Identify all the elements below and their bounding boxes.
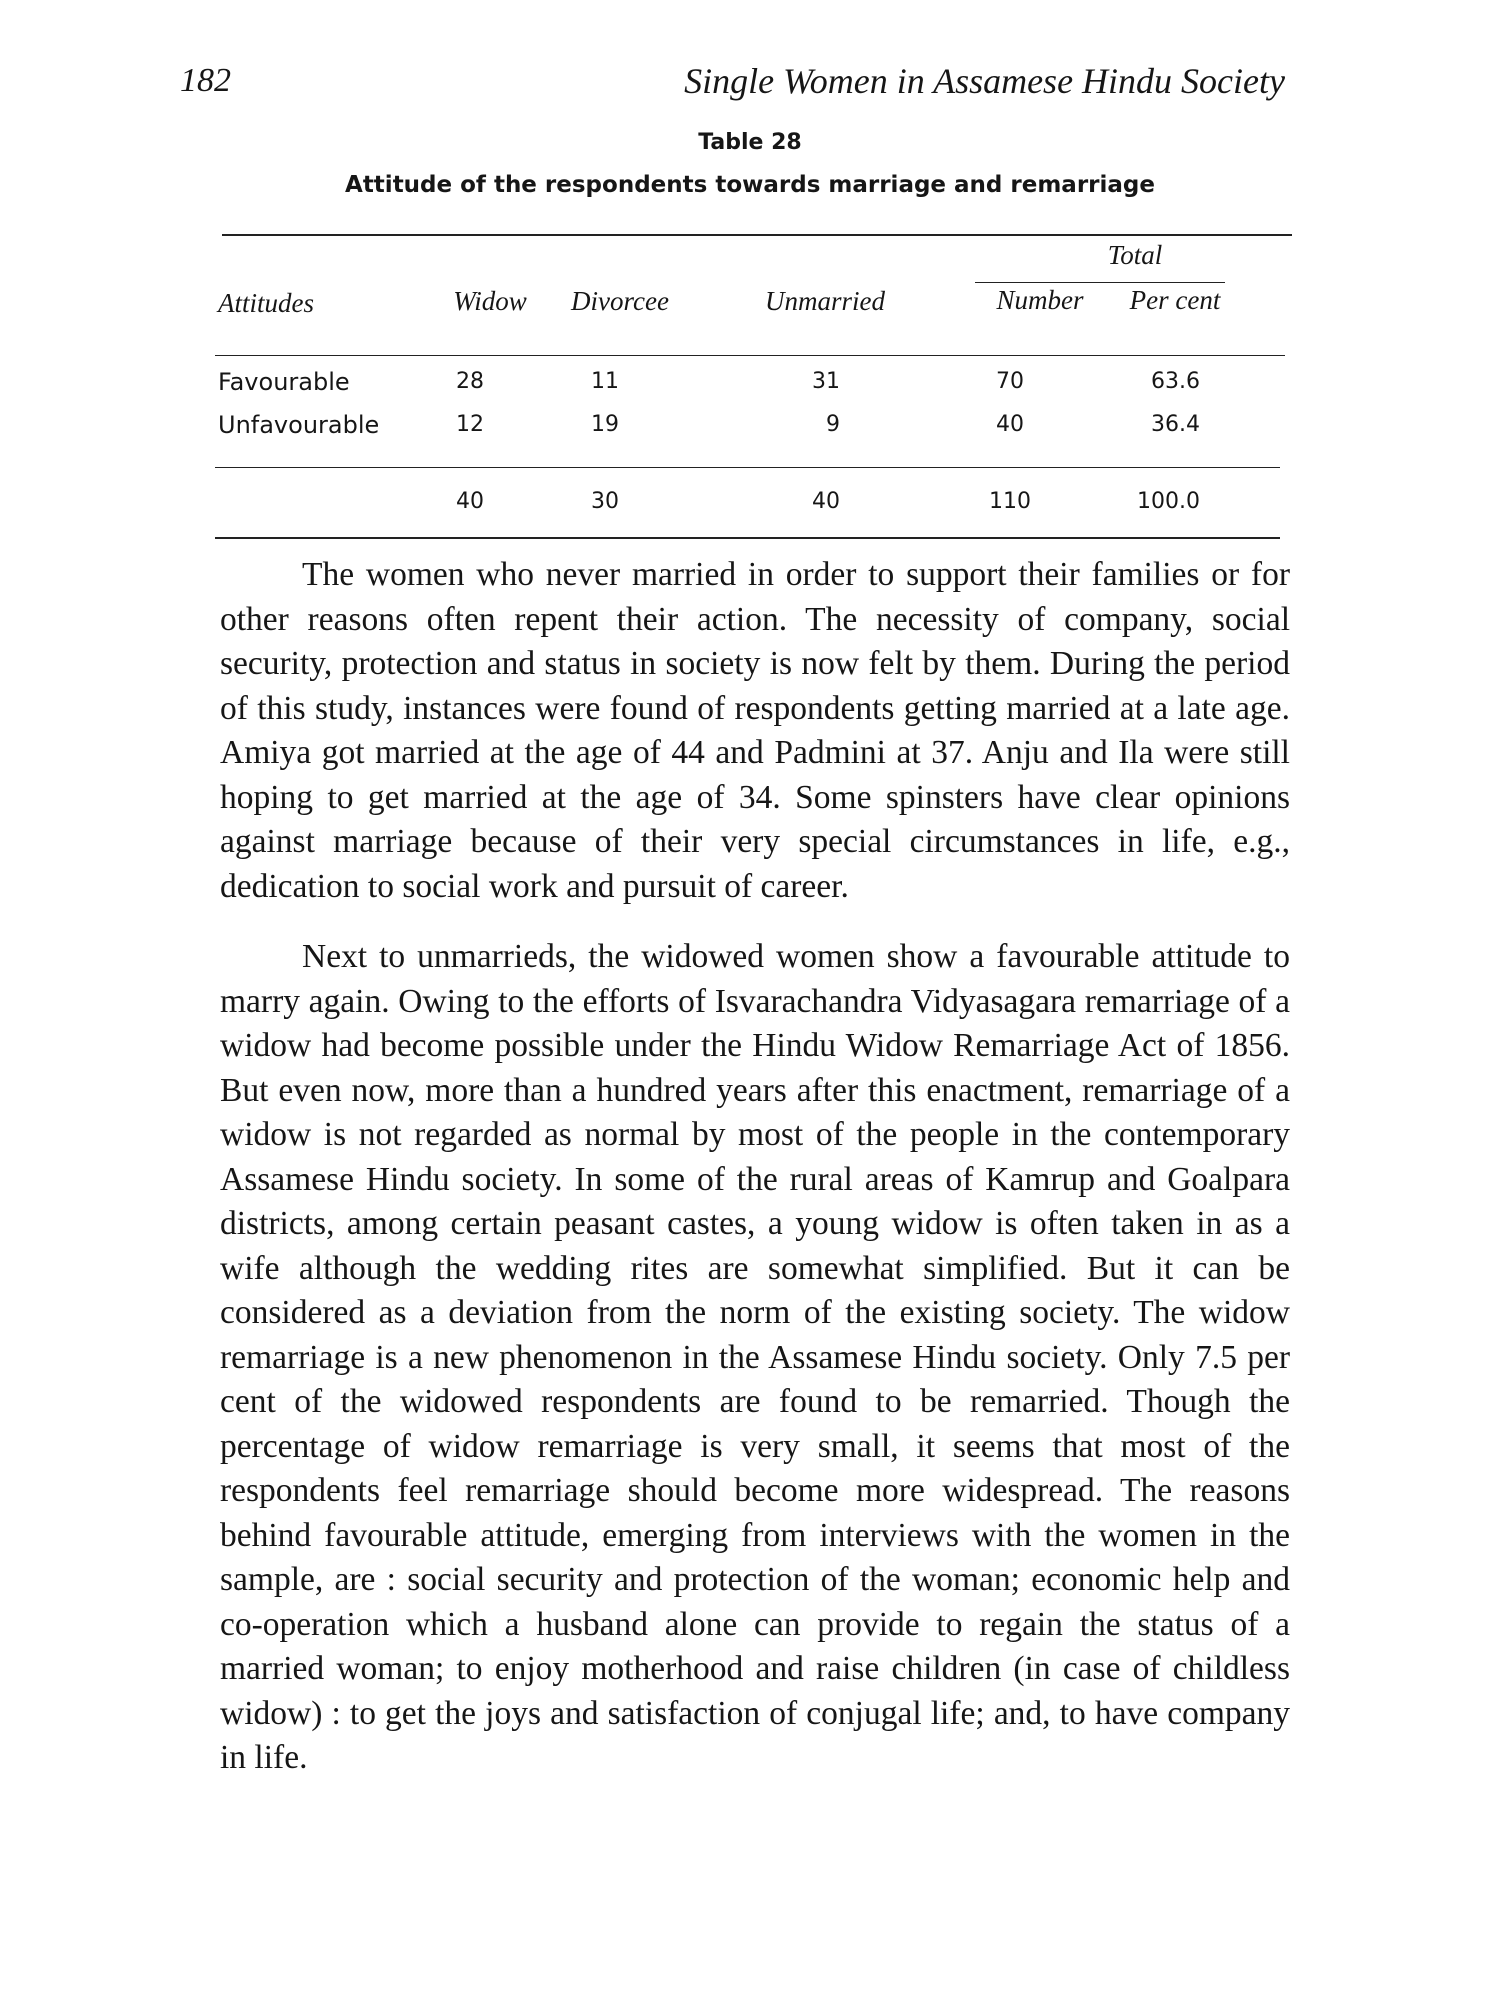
col-header-divorcee: Divorcee [571,286,669,316]
page-number: 182 [180,62,231,99]
cell-percent: 36.4 [1151,412,1200,437]
row-label-favourable: Favourable [218,368,350,396]
table-totals-rule [215,467,1280,468]
total-unmarried: 40 [812,489,840,514]
col-header-widow: Widow [453,286,527,316]
total-group-header: Total [1107,240,1163,270]
paragraph-1: The women who never married in order to support their families or for other reasons often repent their action. The necessity of company, social security, protection and status in society is now felt by them. During the period of this study, instances were found of respondents getting married at a late age. Amiya got married at the age of 44 and Padmini at 37. Anju and Ila were still hoping to get married at the age of 34. Some spinsters have clear opinions against marriage because of their very special circumstances in life, e.g., dedication to social work and pursuit of career. [220,556,1290,905]
table-caption: Attitude of the respondents towards marriage and remarriage [345,172,1155,198]
cell-widow: 12 [456,412,484,437]
table-top-rule [222,234,1292,236]
col-header-percent: Per cent [1129,285,1221,315]
cell-percent: 63.6 [1151,369,1200,394]
running-title: Single Women in Assamese Hindu Society [684,61,1285,101]
body-text [220,553,1290,1807]
cell-widow: 28 [456,369,484,394]
cell-divorcee: 11 [591,369,619,394]
cell-number: 40 [996,412,1024,437]
total-divorcee: 30 [591,489,619,514]
total-widow: 40 [456,489,484,514]
cell-unmarried: 9 [826,412,840,437]
total-number: 110 [989,489,1031,514]
col-header-unmarried: Unmarried [765,286,885,316]
cell-number: 70 [996,369,1024,394]
col-header-number: Number [996,285,1084,315]
row-label-unfavourable: Unfavourable [218,411,380,439]
table-header-rule [215,355,1285,356]
col-header-attitudes: Attitudes [218,288,314,318]
table-bottom-rule [215,537,1280,539]
total-percent: 100.0 [1137,489,1200,514]
table-label: Table 28 [698,130,802,155]
cell-unmarried: 31 [812,369,840,394]
total-group-rule [975,282,1225,283]
cell-divorcee: 19 [591,412,619,437]
paragraph-2: Next to unmarrieds, the widowed women show a favourable attitude to marry again. Owing to the efforts of Isvarachandra Vidyasagara remarriage of a widow had become possible under the Hindu Widow Remarriage Act of 1856. But even now, more than a hundred years after this enactment, remarriage of a widow is not regarded as normal by most of the people in the contemporary Assamese Hindu society. In some of the rural areas of Kamrup and Goalpara districts, among certain peasant castes, a young widow is often taken in as a wife although the wedding rites are somewhat simplified. But it can be considered as a deviation from the norm of the existing society. The widow remarriage is a new phenomenon in the Assamese Hindu society. Only 7.5 per cent of the widowed respondents are found to be remarried. Though the percentage of widow remarriage is very small, it seems that most of the respondents feel remarriage should become more widespread. The reasons behind favourable attitude, emerging from interviews with the women in the sample, are : social security and protection of the woman; economic help and co-operation which a husband alone can provide to regain the status of a married woman; to enjoy motherhood and raise children (in case of childless widow) : to get the joys and satisfaction of conjugal life; and, to have company in life. [220,938,1290,1776]
